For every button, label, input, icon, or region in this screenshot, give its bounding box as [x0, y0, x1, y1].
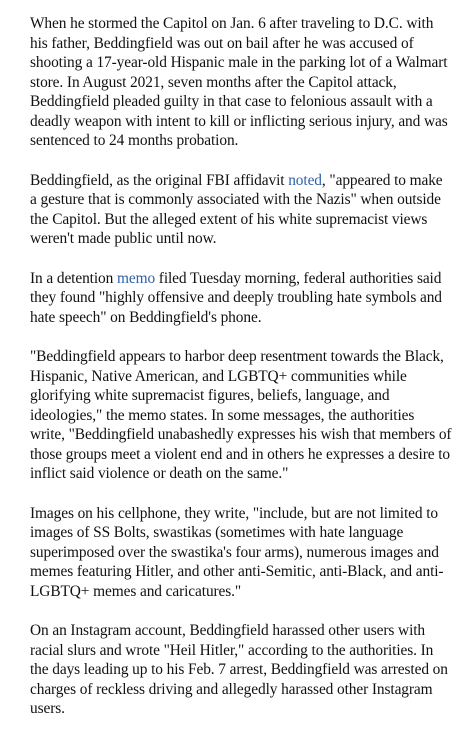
paragraph-text: "Beddingfield appears to harbor deep resentment towards the Black, Hispanic, Native American, and LGBTQ+ communities while glorifying white supremacist figures, beliefs, language, and ideologies," the memo states. In some messages, the authorities write, "Beddingfield unabashedly expresses his wish that members of those groups meet a violent end and in others he expresses a desire to inflict said violence or death on the same." — [30, 348, 452, 482]
paragraph-6 — [30, 621, 452, 719]
paragraph-2 — [30, 171, 452, 249]
paragraph-text: In a detention — [30, 269, 117, 287]
paragraph-text: filed Tuesday morning, federal authorities said they found "highly offensive and deeply troubling hate symbols and hate speech" on Beddingfield's phone. — [30, 269, 442, 326]
paragraph-text: On an Instagram account, Beddingfield harassed other users with racial slurs and wrote "Heil Hitler," according to the authorities. In the days leading up to his Feb. 7 arrest, Beddingfield was arrested on charges of reckless driving and allegedly harassed other Instagram users. — [30, 622, 448, 717]
paragraph-text: Beddingfield, as the original FBI affidavit — [30, 171, 289, 189]
paragraph-1 — [30, 14, 452, 151]
paragraph-text: , "appeared to make a gesture that is commonly associated with the Nazis" when outside the Capitol. But the alleged extent of his white supremacist views weren't made public until now. — [30, 171, 443, 247]
detention-memo-link[interactable]: memo — [116, 269, 156, 287]
paragraph-4 — [30, 347, 452, 484]
paragraph-text: When he stormed the Capitol on Jan. 6 after traveling to D.C. with his father, Beddingfield was out on bail after he was accused of shooting a 17-year-old Hispanic male in the parking lot of a Walmart store. In August 2021, seven months after the Capitol attack, Beddingfield pleaded guilty in that case to felonious assault with a deadly weapon with intent to kill or inflicting serious injury, and was sentenced to 24 months probation. — [30, 15, 448, 149]
paragraph-5 — [30, 504, 452, 602]
paragraph-text: Images on his cellphone, they write, "include, but are not limited to images of SS Bolts, swastikas (sometimes with hate language superimposed over the swastika's four arms), numerous images and memes featuring Hitler, and other anti-Semitic, anti-Black, and anti-LGBTQ+ memes and caricatures." — [30, 504, 444, 600]
paragraph-3 — [30, 269, 452, 328]
affidavit-link[interactable]: noted — [288, 171, 322, 189]
